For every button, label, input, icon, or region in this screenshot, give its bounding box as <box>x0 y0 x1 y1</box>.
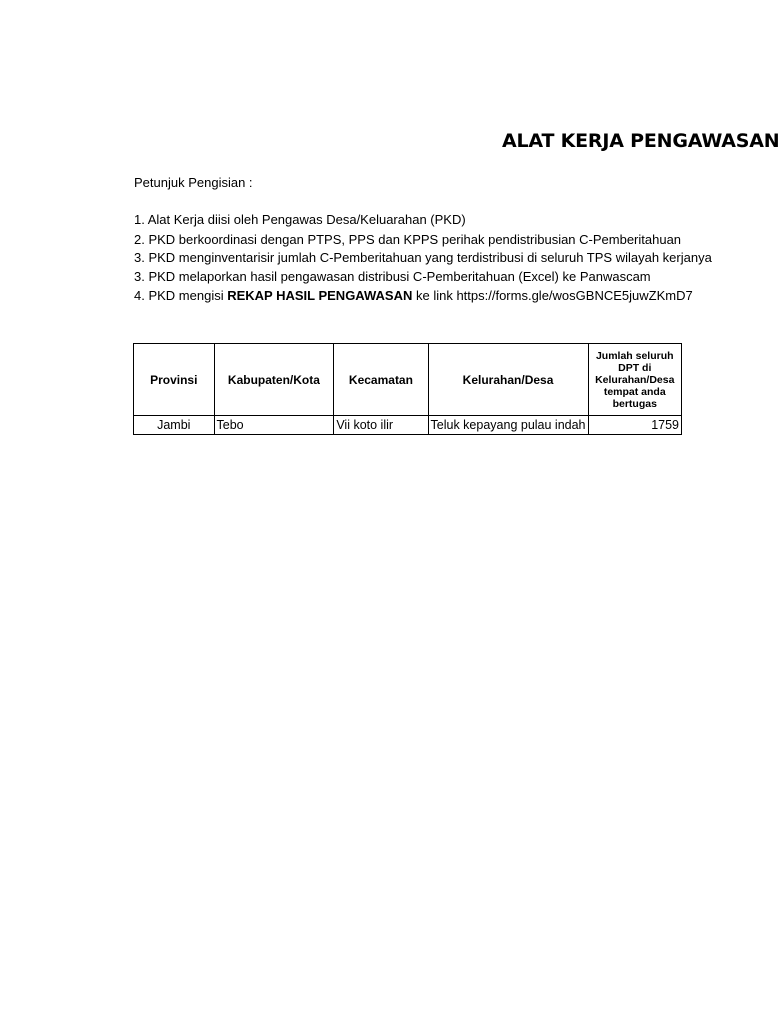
instruction-item-4 <box>134 288 693 304</box>
instructions-heading: Petunjuk Pengisian : <box>134 175 253 190</box>
cell-kelurahan[interactable]: Teluk kepayang pulau indah <box>428 416 588 435</box>
instruction-item-3: 3. PKD menginventarisir jumlah C-Pemberitahuan yang terdistribusi di seluruh TPS wilayah kerjanya <box>134 250 712 265</box>
cell-kecamatan[interactable]: Vii koto ilir <box>334 416 428 435</box>
header-kabupaten: Kabupaten/Kota <box>214 344 334 416</box>
cell-provinsi[interactable]: Jambi <box>134 416 215 435</box>
instruction-item-2: 2. PKD berkoordinasi dengan PTPS, PPS dan KPPS perihak pendistribusian C-Pemberitahuan <box>134 232 682 247</box>
report-table <box>133 343 682 435</box>
instruction-item-4-bold: REKAP HASIL PENGAWASAN <box>227 288 413 303</box>
header-kelurahan: Kelurahan/Desa <box>428 344 588 416</box>
cell-kabupaten[interactable]: Tebo <box>214 416 334 435</box>
instruction-item-4-prefix: 4. PKD mengisi <box>134 288 228 303</box>
header-jumlah-dpt: Jumlah seluruh DPT di Kelurahan/Desa tempat anda bertugas <box>588 344 681 416</box>
header-kecamatan: Kecamatan <box>334 344 428 416</box>
page-title: ALAT KERJA PENGAWASAN <box>502 130 780 152</box>
table-header-row <box>134 344 682 416</box>
cell-jumlah-dpt[interactable]: 1759 <box>588 416 681 435</box>
instruction-item-1: 1. Alat Kerja diisi oleh Pengawas Desa/Keluarahan (PKD) <box>134 212 466 227</box>
table-row <box>134 416 682 435</box>
instruction-item-4-link[interactable]: ke link https://forms.gle/wosGBNCE5juwZKmD7 <box>412 288 693 303</box>
header-provinsi: Provinsi <box>134 344 215 416</box>
instruction-item-3b: 3. PKD melaporkan hasil pengawasan distribusi C-Pemberitahuan (Excel) ke Panwascam <box>134 269 651 284</box>
